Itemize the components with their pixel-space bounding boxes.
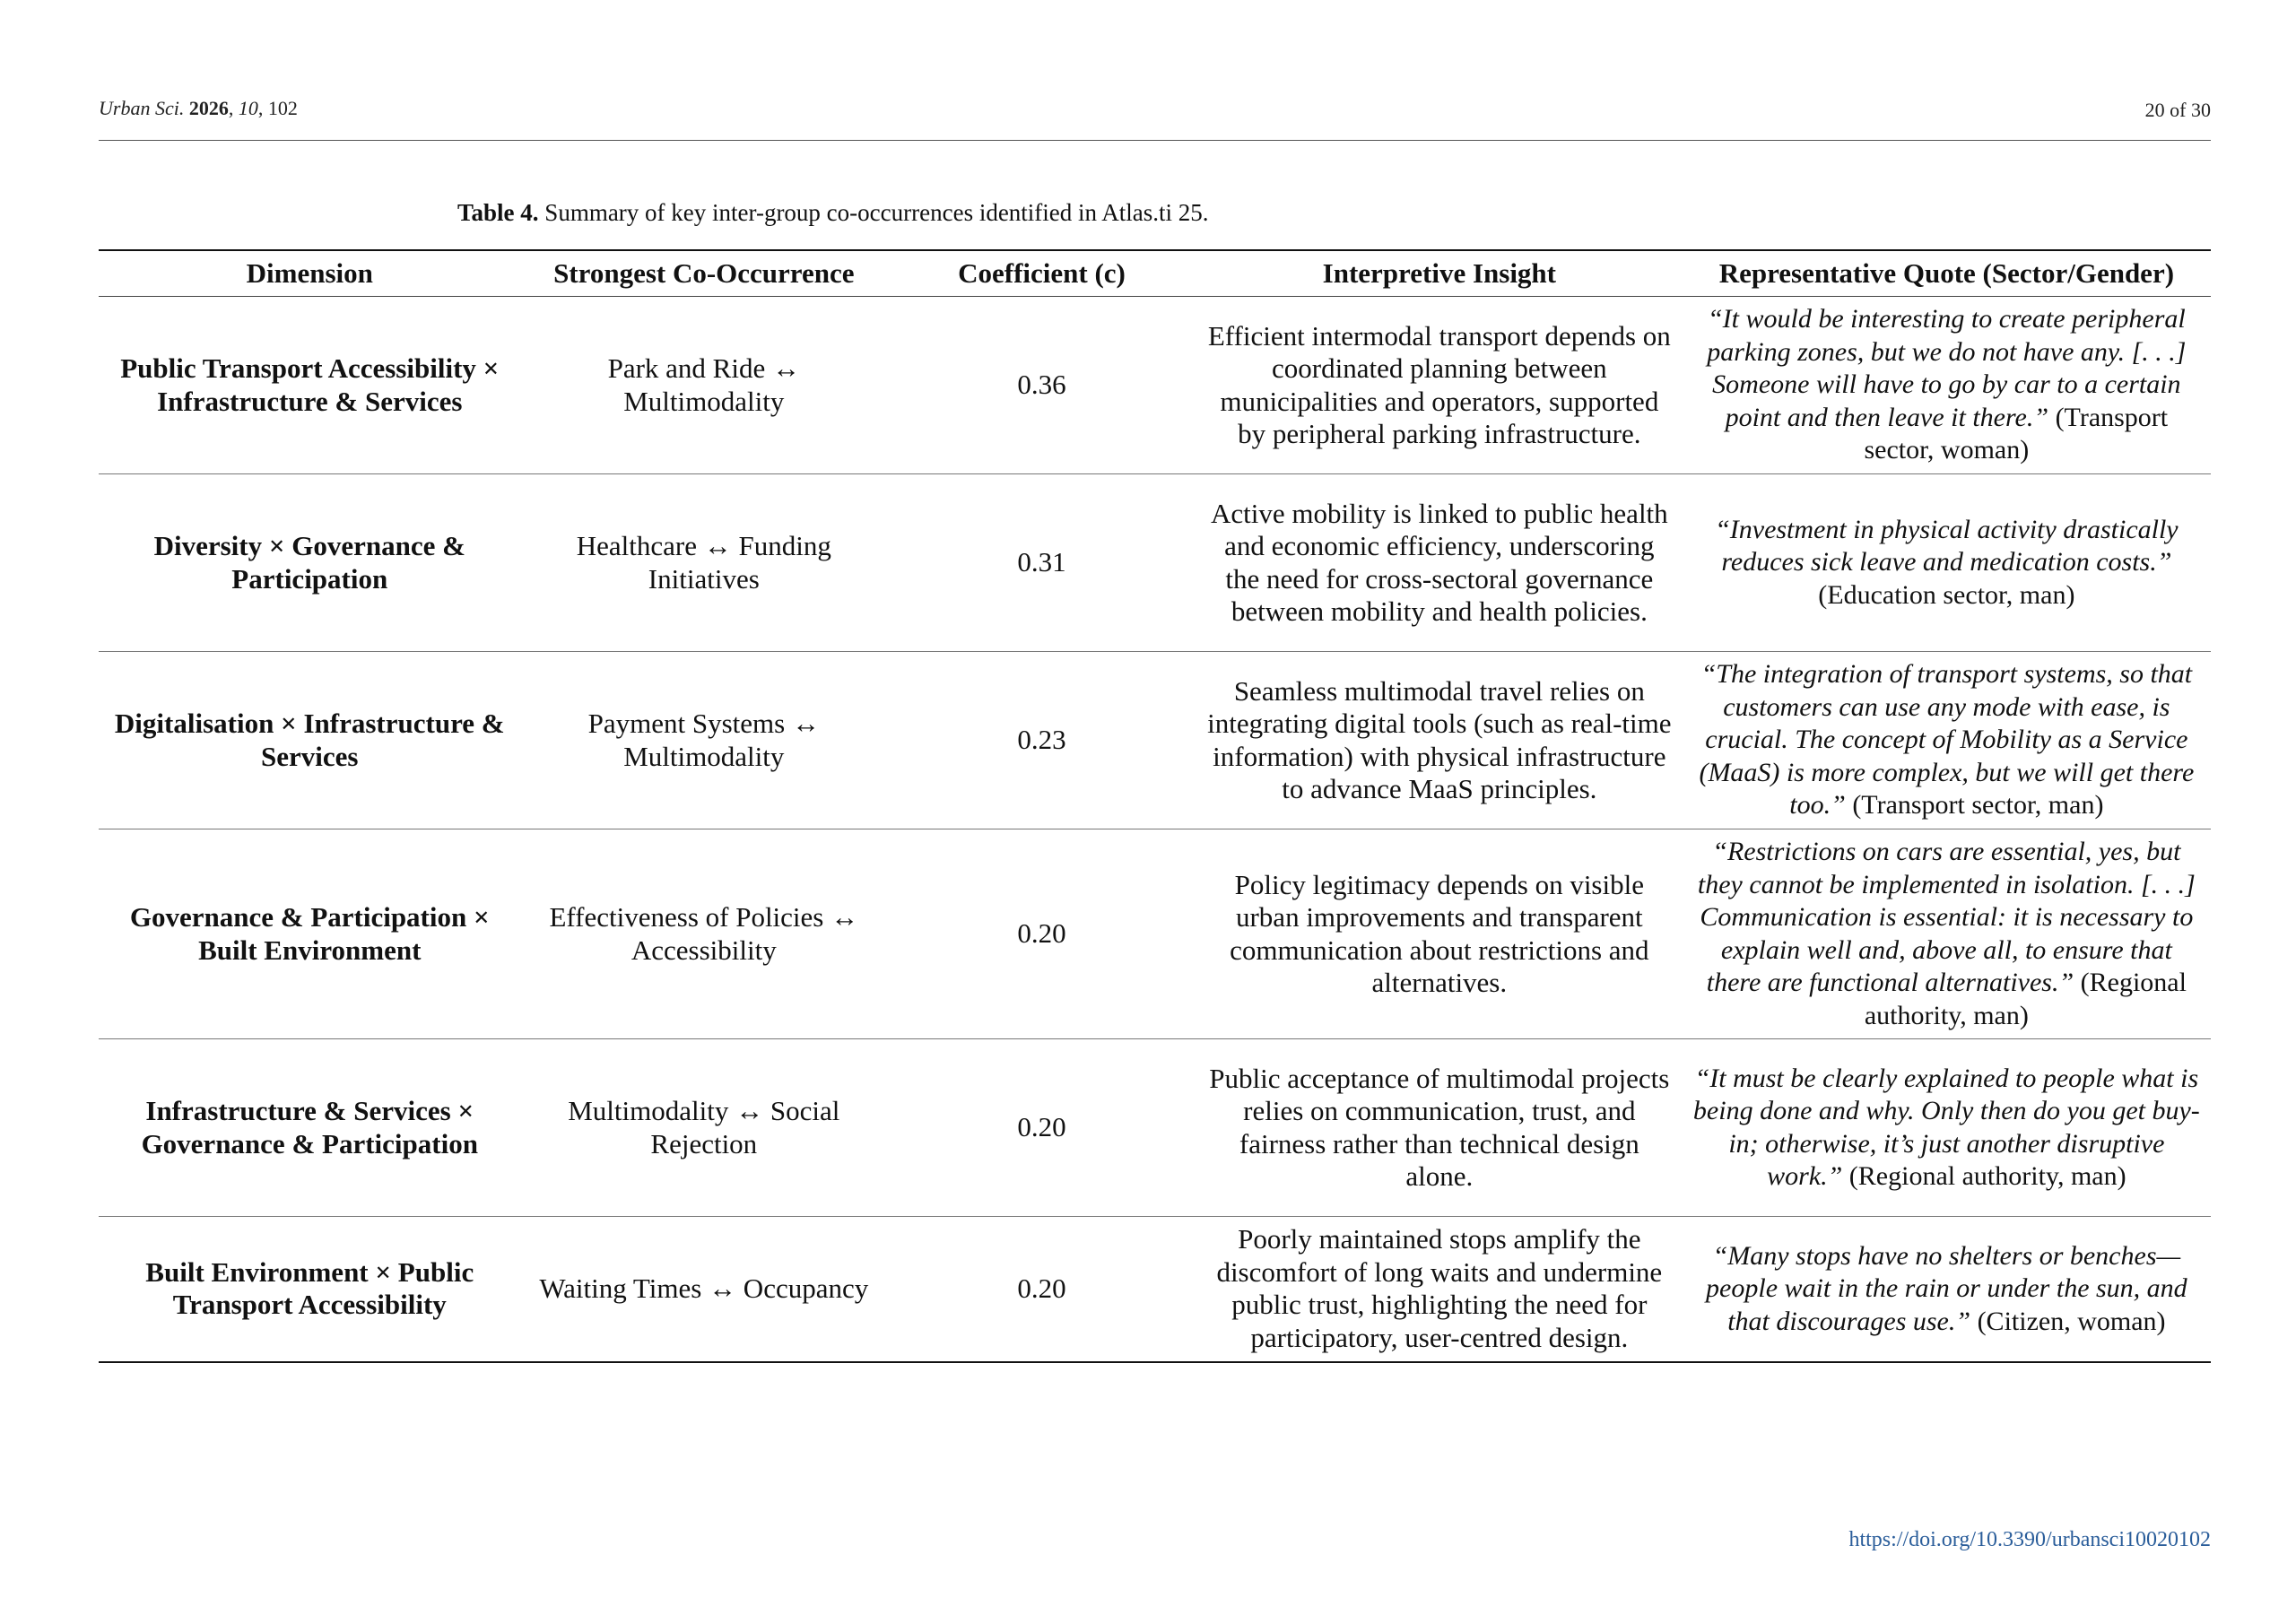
quote-source: (Citizen, woman) [1977,1306,2166,1336]
cell-coefficient: 0.36 [887,297,1196,474]
cell-coefficient: 0.20 [887,1217,1196,1362]
table-caption [457,199,1209,227]
journal-volume: 10 [238,97,258,119]
cell-quote [1683,1217,2211,1362]
header-divider [99,140,2211,141]
cell-coefficient: 0.23 [887,652,1196,829]
quote-source: (Transport sector, man) [1852,790,2104,821]
table-label: Table 4. [457,199,539,226]
quote-text: “Investment in physical activity drastically reduces sick leave and medication costs.” [1715,514,2179,578]
cell-dimension: Digitalisation × Infrastructure & Services [99,652,521,829]
cell-co-occurrence: Multimodality ↔ Social Rejection [521,1039,888,1217]
running-header: Urban Sci. 2026, 10, 102 [99,97,298,119]
cell-dimension: Governance & Participation × Built Environment [99,829,521,1039]
quote-text: “It must be clearly explained to people what is being done and why. Only then do you get buy-in; otherwise, it’s just another disruptive work.” [1692,1063,2200,1191]
cell-co-occurrence: Park and Ride ↔ Multimodality [521,297,888,474]
cell-quote [1683,652,2211,829]
table-row [99,652,2211,829]
cell-co-occurrence: Effectiveness of Policies ↔ Accessibility [521,829,888,1039]
cell-quote [1683,297,2211,474]
cell-insight: Poorly maintained stops amplify the discomfort of long waits and undermine public trust, highlighting the need for participatory, user-centred design. [1196,1217,1683,1362]
cell-dimension: Infrastructure & Services × Governance & Participation [99,1039,521,1217]
cell-co-occurrence: Waiting Times ↔ Occupancy [521,1217,888,1362]
column-header-insight: Interpretive Insight [1196,250,1683,297]
cell-insight: Public acceptance of multimodal projects relies on communication, trust, and fairness rather than technical design alone. [1196,1039,1683,1217]
cell-dimension: Public Transport Accessibility × Infrastructure & Services [99,297,521,474]
column-header-dimension: Dimension [99,250,521,297]
quote-text: “The integration of transport systems, so that customers can use any mode with ease, is crucial. The concept of Mobility as a Service (MaaS) is more complex, but we will get there too.” [1699,659,2195,821]
co-occurrence-table [99,249,2211,1363]
table-header-row [99,250,2211,297]
cell-coefficient: 0.31 [887,474,1196,652]
page-number: 20 of 30 [2144,99,2211,121]
cell-insight: Policy legitimacy depends on visible urban improvements and transparent communication about restrictions and alternatives. [1196,829,1683,1039]
quote-text: “It would be interesting to create peripheral parking zones, but we do not have any. [. . .] Someone will have to go by car to a certain point and then leave it there.” [1707,304,2187,432]
table-row [99,1039,2211,1217]
cell-dimension: Built Environment × Public Transport Accessibility [99,1217,521,1362]
column-header-co-occurrence: Strongest Co-Occurrence [521,250,888,297]
cell-insight: Efficient intermodal transport depends on coordinated planning between municipalities and operators, supported by peripheral parking infrastructure. [1196,297,1683,474]
table-row [99,829,2211,1039]
doi-link[interactable]: https://doi.org/10.3390/urbansci10020102 [1848,1528,2211,1551]
column-header-quote: Representative Quote (Sector/Gender) [1683,250,2211,297]
table-row [99,297,2211,474]
cell-coefficient: 0.20 [887,1039,1196,1217]
article-number: 102 [267,97,298,119]
cell-insight: Seamless multimodal travel relies on integrating digital tools (such as real-time information) with physical infrastructure to advance MaaS principles. [1196,652,1683,829]
cell-insight: Active mobility is linked to public health and economic efficiency, underscoring the need for cross-sectoral governance between mobility and health policies. [1196,474,1683,652]
column-header-coefficient: Coefficient (c) [887,250,1196,297]
quote-source: (Transport sector, woman) [1864,402,2169,465]
quote-source: (Regional authority, man) [1848,1161,2126,1191]
quote-source: (Education sector, man) [1818,579,2075,610]
cell-quote [1683,474,2211,652]
quote-source: (Regional authority, man) [1864,968,2187,1030]
table-caption-text: Summary of key inter-group co-occurrences identified in Atlas.ti 25. [544,199,1209,226]
cell-dimension: Diversity × Governance & Participation [99,474,521,652]
journal-year: 2026 [188,97,229,119]
quote-text: “Many stops have no shelters or benches—people wait in the rain or under the sun, and that discourages use.” [1706,1240,2187,1336]
table-row [99,1217,2211,1362]
cell-co-occurrence: Healthcare ↔ Funding Initiatives [521,474,888,652]
cell-quote [1683,829,2211,1039]
quote-text: “Restrictions on cars are essential, yes, but they cannot be implemented in isolation. [. . .] Communication is essential: it is necessary to explain well and, above all, to ensure that there are functional alternatives.” [1697,837,2196,997]
table-row [99,474,2211,652]
journal-name: Urban Sci. [99,97,185,119]
cell-co-occurrence: Payment Systems ↔ Multimodality [521,652,888,829]
cell-coefficient: 0.20 [887,829,1196,1039]
cell-quote [1683,1039,2211,1217]
